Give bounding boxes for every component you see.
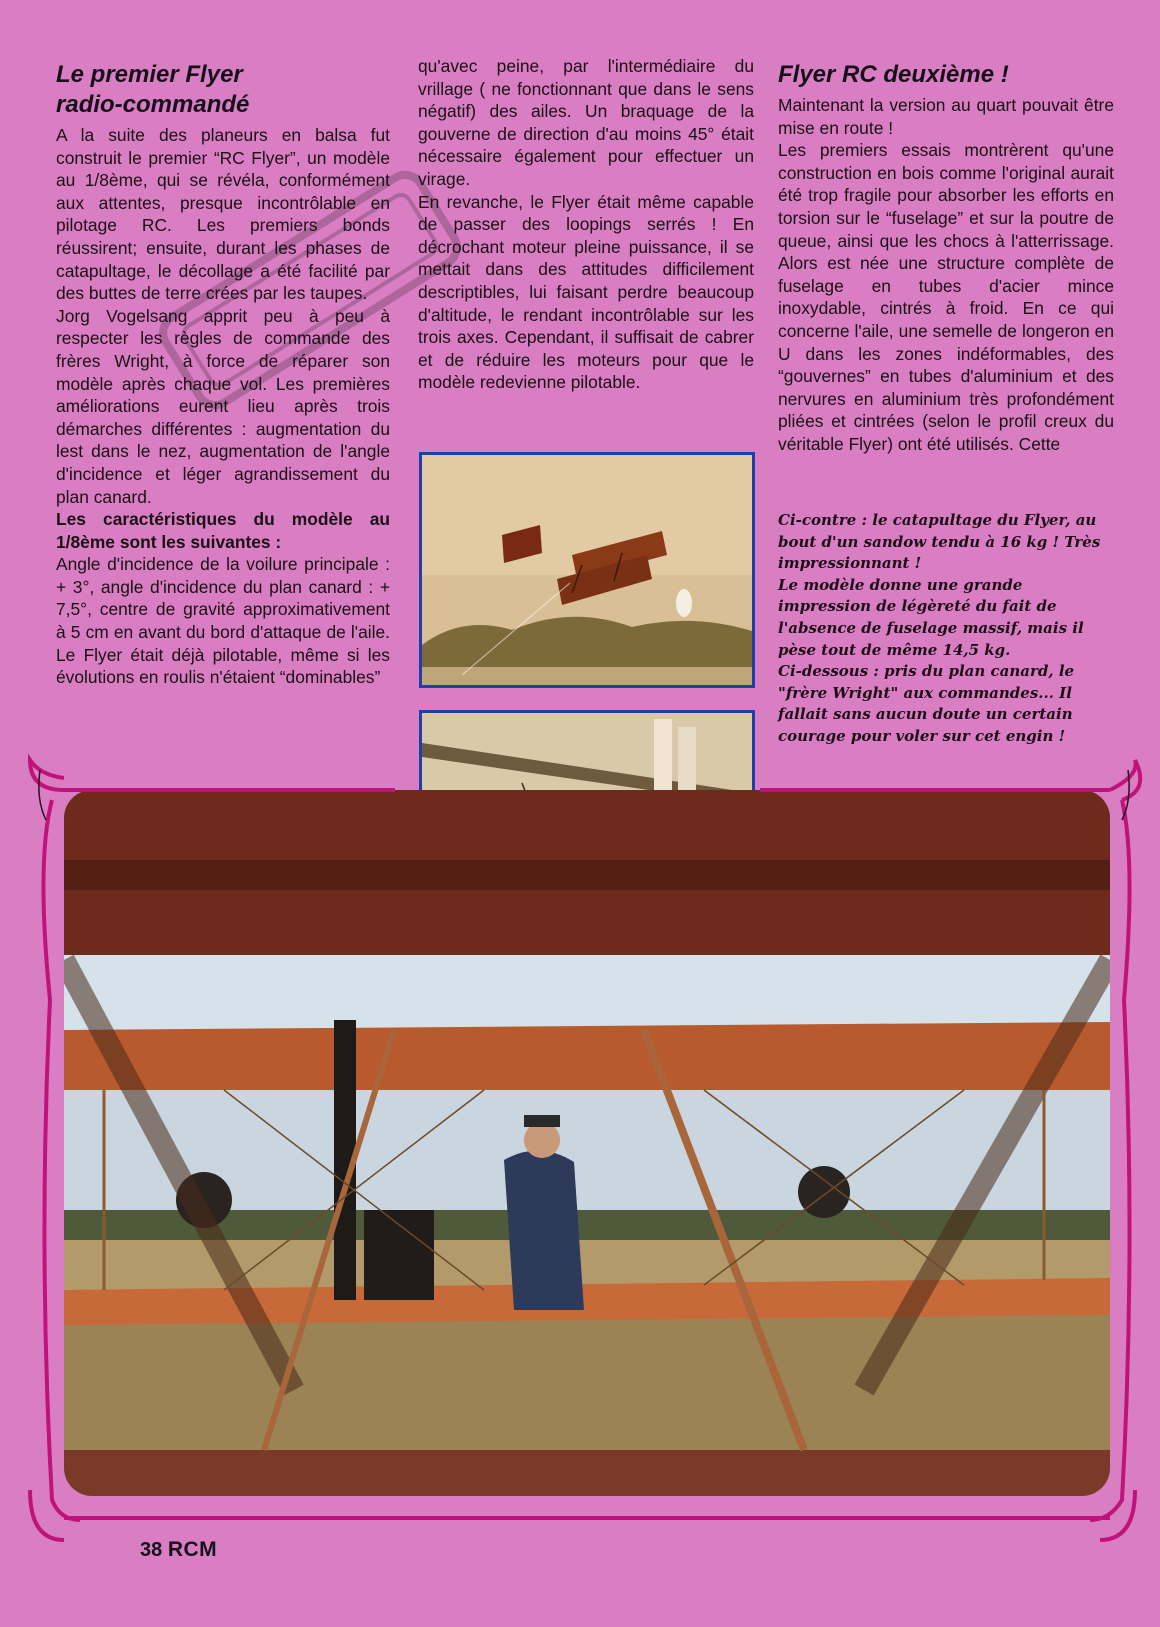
page-footer [140,1538,217,1562]
page-number: 38 [140,1539,163,1561]
photo-caption [778,510,1114,748]
section-heading-flyer-rc-deuxieme: Flyer RC deuxième ! [778,61,1009,88]
paragraph: Angle d'incidence de la voilure principale : + 3°, angle d'incidence du plan canard : + 7,5°, centre de gravité approximativement à 5 cm en avant du bord d'attaque de l'aile. Le Flyer était déjà pilotable, même si les évolutions en roulis n'étaient “dominables” [56,554,390,688]
paragraph: qu'avec peine, par l'intermédiaire du vrillage ( ne fonctionnant que dans le sens négatif) des ailes. Un braquage de la gouverne de direction d'au moins 45° était nécessaire également pour effectuer un virage. [418,56,754,189]
column-3 [778,60,1114,456]
photo-flyer-pilot-view [64,790,1110,1496]
column-2 [418,55,754,394]
paragraph: En revanche, le Flyer était même capable de passer des loopings serrés ! En décrochant moteur pleine puissance, il se mettait dans des attitudes difficilement descriptibles, lui faisant perdre beaucoup d'altitude, le rendant incontrôlable sur les trois axes. Cependant, il suffisait de cabrer et de réduire les moteurs pour que le modèle redevienne pilotable. [418,191,754,393]
section-heading-premier-flyer: Le premier Flyer radio-commandé [56,61,250,118]
caption-paragraph: Ci-dessous : pris du plan canard, le "frère Wright" aux commandes... Il fallait sans aucun doute un certain courage pour voler sur cet engin ! [778,662,1075,745]
caption-paragraph: Le modèle donne une grande impression de légèreté du fait de l'absence de fuselage massif, mais il pèse tout de même 14,5 kg. [778,575,1084,659]
paragraph: Les premiers essais montrèrent qu'une construction en bois comme l'original aurait été trop fragile pour absorber les efforts en torsion sur le “fuselage” et sur la poutre de queue, ainsi que les chocs à l'atterrissage. Alors est née une structure complète de fuselage en tubes d'acier mince inoxydable, cintrés à froid. En ce qui concerne l'aile, une semelle de longeron en U dans les zones indéformables, des “gouvernes” en tubes d'aluminium et des nervures en aluminium très profondément pliées et cintrées (selon le profil creux du véritable Flyer) ont été utilisés. Cette [778,140,1114,454]
magazine-name: RCM [167,1538,218,1561]
column-1 [56,60,390,689]
paragraph: Maintenant la version au quart pouvait être mise en route ! [778,95,1114,138]
photo-flyer-in-flight [419,452,755,688]
caption-paragraph: Ci-contre : le catapultage du Flyer, au bout d'un sandow tendu à 16 kg ! Très impressionnant ! [778,511,1101,573]
paragraph: A la suite des planeurs en balsa fut construit le premier “RC Flyer”, un modèle au 1/8ème, qui se révéla, conformément aux attentes, presque incontrôlable en pilotage RC. Les premiers bonds réussirent; ensuite, durant les phases de catapultage, le décollage a été facilité par des buttes de terre crées par les taupes. [56,125,390,304]
bold-subheading: Les caractéristiques du modèle au 1/8ème sont les suivantes : [56,509,390,552]
paragraph: Jorg Vogelsang apprit peu à peu à respecter les règles de commande des frères Wright, à force de réparer son modèle après chaque vol. Les premières améliorations eurent lieu après trois démarches différentes : augmentation du lest dans le nez, augmentation de l'angle d'incidence et léger agrandissement du plan canard. [56,305,390,507]
